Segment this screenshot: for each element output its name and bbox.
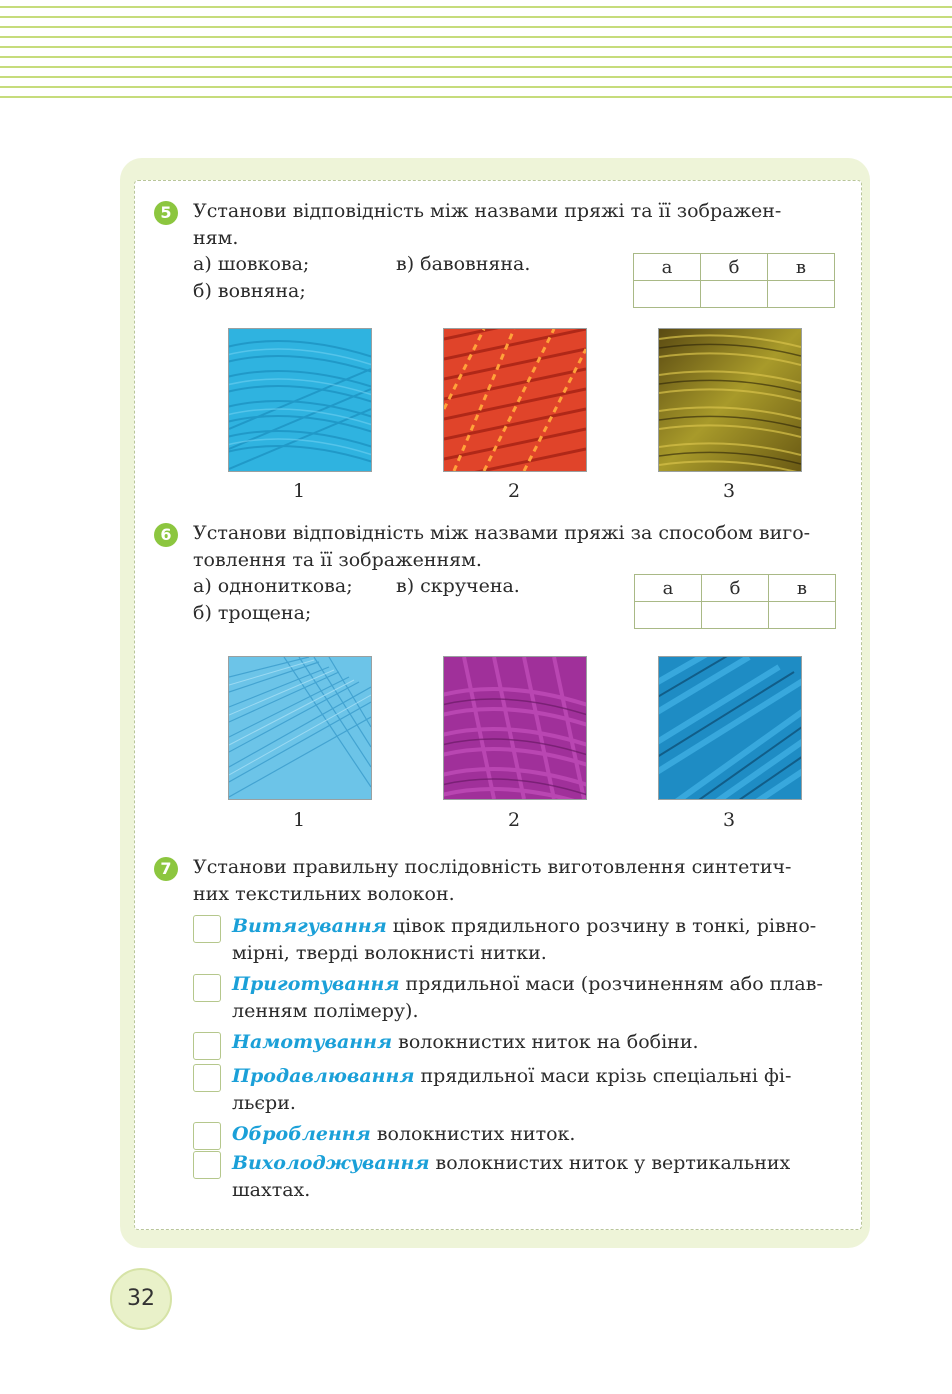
step-term-5: Оброблення	[232, 1123, 371, 1145]
task-5-option-v: в) бавовняна.	[396, 253, 531, 275]
task-5-prompt-line1: Установи відповідність між назвами пряжі та її зображен-	[193, 200, 782, 222]
caption-6-1: 1	[292, 809, 306, 831]
caption-5-1: 1	[292, 480, 306, 502]
task-5-answer-table	[633, 253, 835, 308]
task-5-answer-cell-v[interactable]	[768, 281, 835, 308]
task-5-header-b: б	[701, 254, 768, 281]
yarn-image-5-3	[658, 328, 802, 472]
yarn-image-6-1	[228, 656, 372, 800]
sequence-checkbox-5[interactable]	[193, 1122, 221, 1150]
task-5-number: 5	[154, 201, 178, 225]
header-lines	[0, 0, 952, 110]
step-item-5-line1: Оброблення волокнистих ниток.	[232, 1123, 576, 1145]
yarn-image-5-2	[443, 328, 587, 472]
step-item-2-line2: ленням полімеру).	[232, 1000, 419, 1022]
yarn-image-5-1	[228, 328, 372, 472]
task-7-number: 7	[154, 857, 178, 881]
task-5-prompt-line2: ням.	[193, 227, 239, 249]
caption-5-2: 2	[507, 480, 521, 502]
step-term-1: Витягування	[232, 915, 387, 937]
task-6-prompt-line2: товлення та її зображенням.	[193, 549, 482, 571]
step-item-3-line1: Намотування волокнистих ниток на бобіни.	[232, 1031, 699, 1053]
step-item-1-line2: мірні, тверді волокнисті нитки.	[232, 942, 547, 964]
step-item-6-line2: шахтах.	[232, 1179, 311, 1201]
task-5-option-b: б) вовняна;	[193, 280, 306, 302]
caption-6-2: 2	[507, 809, 521, 831]
sequence-checkbox-3[interactable]	[193, 1032, 221, 1060]
sequence-checkbox-6[interactable]	[193, 1151, 221, 1179]
page-number: 32	[110, 1268, 172, 1330]
sequence-checkbox-4[interactable]	[193, 1064, 221, 1092]
task-7-prompt-line1: Установи правильну послідовність виготовлення синтетич-	[193, 856, 792, 878]
task-6-answer-cell-b[interactable]	[702, 602, 769, 629]
task-6-option-b: б) трощена;	[193, 602, 312, 624]
task-6-option-a: а) однониткова;	[193, 575, 353, 597]
step-item-2-line1: Приготування прядильної маси (розчиненням або плав-	[232, 973, 823, 995]
yarn-image-6-2	[443, 656, 587, 800]
task-5-header-v: в	[768, 254, 835, 281]
step-term-4: Продавлювання	[232, 1065, 415, 1087]
task-7-prompt-line2: них текстильних волокон.	[193, 883, 455, 905]
caption-5-3: 3	[722, 480, 736, 502]
step-term-3: Намотування	[232, 1031, 393, 1053]
task-5-answer-cell-a[interactable]	[634, 281, 701, 308]
step-item-4-line2: льєри.	[232, 1092, 296, 1114]
sequence-checkbox-2[interactable]	[193, 974, 221, 1002]
task-6-prompt-line1: Установи відповідність між назвами пряжі за способом виго-	[193, 522, 811, 544]
task-5-option-a: а) шовкова;	[193, 253, 310, 275]
caption-6-3: 3	[722, 809, 736, 831]
task-6-answer-cell-a[interactable]	[635, 602, 702, 629]
task-6-answer-table	[634, 574, 836, 629]
step-item-6-line1: Вихолоджування волокнистих ниток у вертикальних	[232, 1152, 791, 1174]
step-item-4-line1: Продавлювання прядильної маси крізь спеціальні фі-	[232, 1065, 792, 1087]
task-6-number: 6	[154, 523, 178, 547]
task-6-header-a: а	[635, 575, 702, 602]
step-item-1-line1: Витягування цівок прядильного розчину в тонкі, рівно-	[232, 915, 817, 937]
task-5-header-a: а	[634, 254, 701, 281]
task-6-answer-cell-v[interactable]	[769, 602, 836, 629]
task-6-option-v: в) скручена.	[396, 575, 520, 597]
task-5-answer-cell-b[interactable]	[701, 281, 768, 308]
task-6-header-b: б	[702, 575, 769, 602]
step-term-2: Приготування	[232, 973, 400, 995]
step-term-6: Вихолоджування	[232, 1152, 430, 1174]
yarn-image-6-3	[658, 656, 802, 800]
sequence-checkbox-1[interactable]	[193, 915, 221, 943]
task-6-header-v: в	[769, 575, 836, 602]
